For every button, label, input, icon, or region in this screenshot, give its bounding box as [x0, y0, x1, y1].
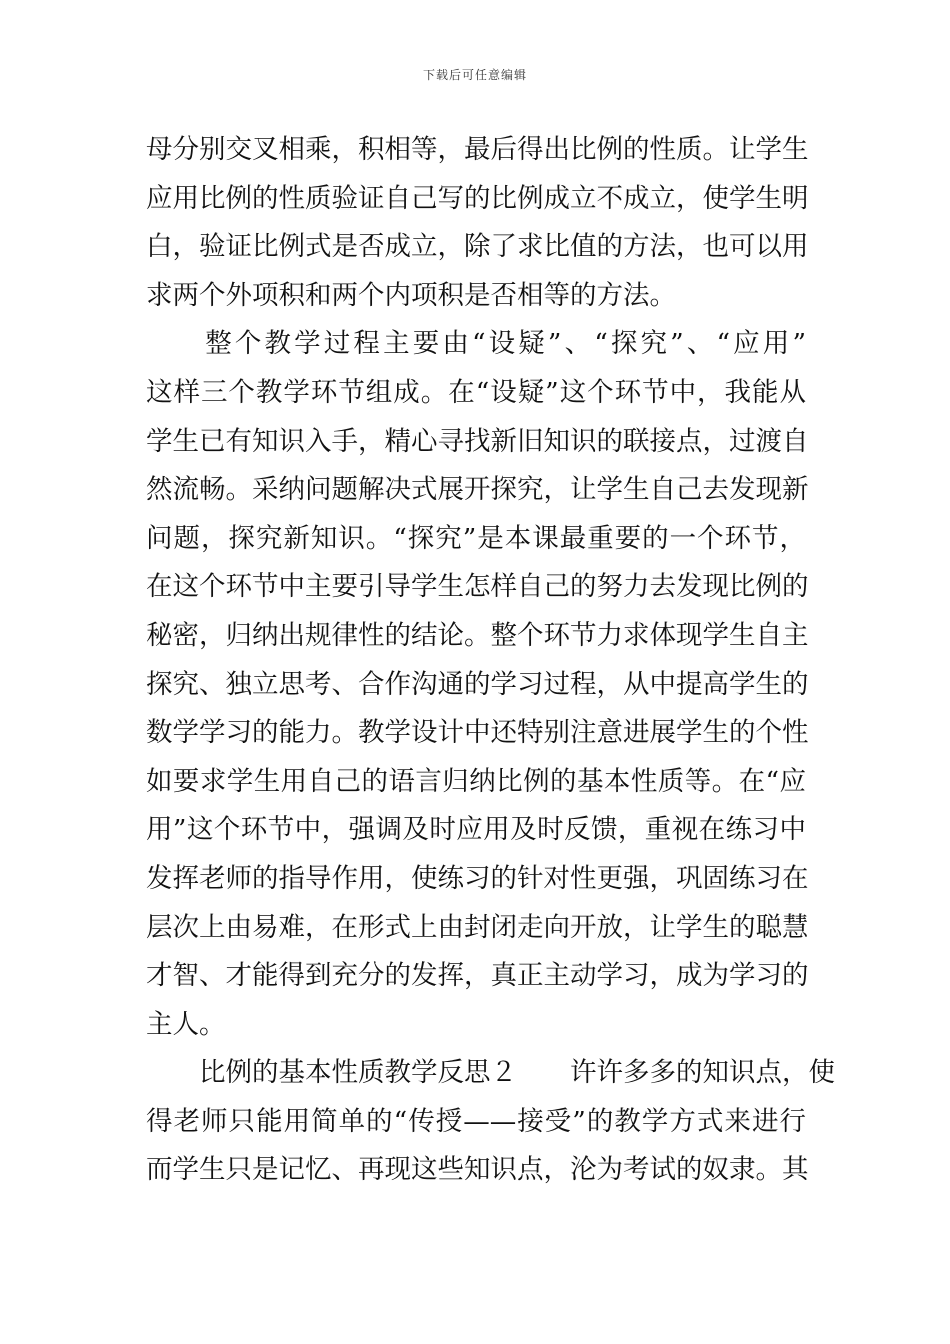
text-line: 得老师只能用简单的“传授——接受”的教学方式来进行 [146, 1105, 806, 1137]
text-line: 秘密，归纳出规律性的结论。整个环节力求体现学生自主 [146, 619, 809, 651]
text-line: 如要求学生用自己的语言归纳比例的基本性质等。在“应 [146, 765, 806, 797]
body-text [146, 126, 835, 1195]
text-line: 而学生只是记忆、再现这些知识点，沦为考试的奴隶。其 [146, 1154, 809, 1186]
text-line: 求两个外项积和两个内项积是否相等的方法。 [146, 279, 676, 311]
text-line: 白，验证比例式是否成立，除了求比值的方法，也可以用 [146, 231, 809, 263]
text-line: 探究、独立思考、合作沟通的学习过程，从中提高学生的 [146, 668, 809, 700]
text-line: 学生已有知识入手，精心寻找新旧知识的联接点，过渡自 [146, 425, 809, 457]
text-line: 用”这个环节中，强调及时应用及时反馈，重视在练习中 [146, 814, 806, 846]
text-line: 主人。 [146, 1008, 226, 1040]
text-line: 整个教学过程主要由“设疑”、“探究”、“应用” [146, 328, 806, 360]
text-line: 母分别交叉相乘，积相等，最后得出比例的性质。让学生 [146, 134, 809, 165]
text-line: 这样三个教学环节组成。在“设疑”这个环节中，我能从 [146, 376, 806, 408]
text-line: 发挥老师的指导作用，使练习的针对性更强，巩固练习在 [146, 862, 809, 894]
text-line: 在这个环节中主要引导学生怎样自己的努力去发现比例的 [146, 571, 809, 603]
text-line: 比例的基本性质教学反思２ 许许多多的知识点，使 [146, 1057, 835, 1089]
text-line: 才智、才能得到充分的发挥，真正主动学习，成为学习的 [146, 960, 809, 992]
text-line: 应用比例的性质验证自己写的比例成立不成立，使学生明 [146, 182, 809, 214]
text-line: 数学学习的能力。教学设计中还特别注意进展学生的个性 [146, 717, 809, 749]
text-line: 问题，探究新知识。“探究”是本课最重要的一个环节， [146, 522, 806, 554]
page-header: 下载后可任意编辑 [422, 68, 527, 82]
text-line: 然流畅。采纳问题解决式展开探究，让学生自己去发现新 [146, 474, 809, 506]
text-line: 层次上由易难，在形式上由封闭走向开放，让学生的聪慧 [146, 911, 809, 943]
